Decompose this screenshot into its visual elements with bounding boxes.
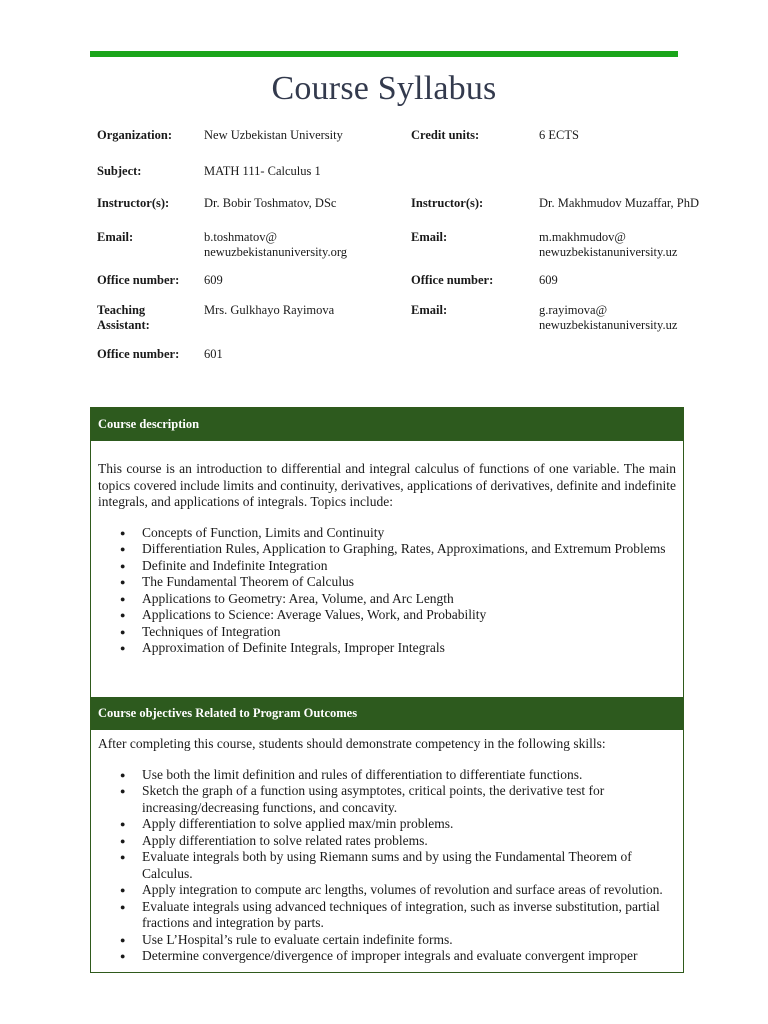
course-description-header: Course description bbox=[91, 408, 683, 441]
list-item: ● The Fundamental Theorem of Calculus bbox=[142, 574, 676, 591]
email-value-1[interactable] bbox=[204, 230, 347, 260]
office-number-label-3: Office number: bbox=[97, 347, 180, 361]
email-value-3[interactable] bbox=[539, 303, 677, 333]
instructor-value-2: Dr. Makhmudov Muzaffar, PhD bbox=[539, 196, 700, 210]
list-item: ● Techniques of Integration bbox=[142, 624, 676, 641]
instructor-label-2: Instructor(s): bbox=[411, 196, 484, 210]
credit-units-value: 6 ECTS bbox=[539, 128, 579, 142]
top-accent-rule bbox=[90, 51, 678, 57]
email-value-3-line1: g.rayimova@ bbox=[539, 303, 608, 317]
email-value-2-line2: newuzbekistanuniversity.uz bbox=[539, 245, 678, 259]
email-label-2: Email: bbox=[411, 230, 448, 244]
objectives-list bbox=[98, 767, 676, 965]
teaching-assistant-label-line1: Teaching bbox=[97, 303, 146, 317]
email-label-3: Email: bbox=[411, 303, 448, 317]
email-value-1-line1: b.toshmatov@ bbox=[204, 230, 277, 244]
credit-units-label: Credit units: bbox=[411, 128, 480, 142]
list-item: ● Approximation of Definite Integrals, Improper Integrals bbox=[142, 640, 676, 657]
instructor-label-1: Instructor(s): bbox=[97, 196, 170, 210]
office-number-label-2: Office number: bbox=[411, 273, 494, 287]
list-item: ● Use L’Hospital’s rule to evaluate certain indefinite forms. bbox=[142, 932, 676, 949]
list-item: ● Applications to Geometry: Area, Volume, and Arc Length bbox=[142, 591, 676, 608]
course-description-body bbox=[91, 441, 683, 657]
list-item: ● Evaluate integrals both by using Riemann sums and by using the Fundamental Theorem of Calculus. bbox=[142, 849, 676, 882]
subject-value: MATH 111- Calculus 1 bbox=[204, 164, 321, 178]
list-item: ● Apply integration to compute arc lengths, volumes of revolution and surface areas of revolution. bbox=[142, 882, 676, 899]
list-item: ● Determine convergence/divergence of improper integrals and evaluate convergent improper bbox=[142, 948, 676, 965]
list-item: ● Concepts of Function, Limits and Continuity bbox=[142, 525, 676, 542]
organization-label: Organization: bbox=[97, 128, 172, 142]
course-objectives-section bbox=[90, 697, 684, 973]
teaching-assistant-label bbox=[97, 303, 150, 333]
teaching-assistant-label-line2: Assistant: bbox=[97, 318, 150, 332]
email-value-2-line1: m.makhmudov@ bbox=[539, 230, 626, 244]
email-value-3-line2: newuzbekistanuniversity.uz bbox=[539, 318, 678, 332]
instructor-value-1: Dr. Bobir Toshmatov, DSc bbox=[204, 196, 337, 210]
list-item: ● Applications to Science: Average Values, Work, and Probability bbox=[142, 607, 676, 624]
list-item: ● Sketch the graph of a function using asymptotes, critical points, the derivative test for increasing/decreasing functions, and concavity. bbox=[142, 783, 676, 816]
list-item: ● Use both the limit definition and rules of differentiation to differentiate functions. bbox=[142, 767, 676, 784]
list-item: ● Apply differentiation to solve applied max/min problems. bbox=[142, 816, 676, 833]
office-number-value-3: 601 bbox=[204, 347, 223, 361]
topics-list bbox=[98, 525, 676, 657]
office-number-value-2: 609 bbox=[539, 273, 558, 287]
subject-label: Subject: bbox=[97, 164, 142, 178]
email-value-2[interactable] bbox=[539, 230, 677, 260]
course-objectives-header: Course objectives Related to Program Outcomes bbox=[91, 697, 683, 730]
course-objectives-intro: After completing this course, students should demonstrate competency in the following skills: bbox=[98, 736, 606, 751]
list-item: ● Differentiation Rules, Application to Graphing, Rates, Approximations, and Extremum Problems bbox=[142, 541, 676, 558]
course-objectives-body bbox=[91, 730, 683, 965]
organization-value: New Uzbekistan University bbox=[204, 128, 343, 142]
email-value-1-line2: newuzbekistanuniversity.org bbox=[204, 245, 348, 259]
course-description-section bbox=[90, 407, 684, 699]
office-number-value-1: 609 bbox=[204, 273, 223, 287]
page-title: Course Syllabus bbox=[271, 70, 497, 107]
office-number-label-1: Office number: bbox=[97, 273, 180, 287]
list-item: ● Apply differentiation to solve related rates problems. bbox=[142, 833, 676, 850]
teaching-assistant-value: Mrs. Gulkhayo Rayimova bbox=[204, 303, 335, 317]
list-item: ● Definite and Indefinite Integration bbox=[142, 558, 676, 575]
email-label-1: Email: bbox=[97, 230, 134, 244]
list-item: ● Evaluate integrals using advanced techniques of integration, such as inverse substitution, partial fractions and integration by parts. bbox=[142, 899, 676, 932]
course-description-intro: This course is an introduction to differential and integral calculus of functions of one variable. The main topics covered include limits and continuity, derivatives, applications of derivatives, definite and indefinite integrals, and applications of integrals. Topics include: bbox=[98, 461, 676, 509]
